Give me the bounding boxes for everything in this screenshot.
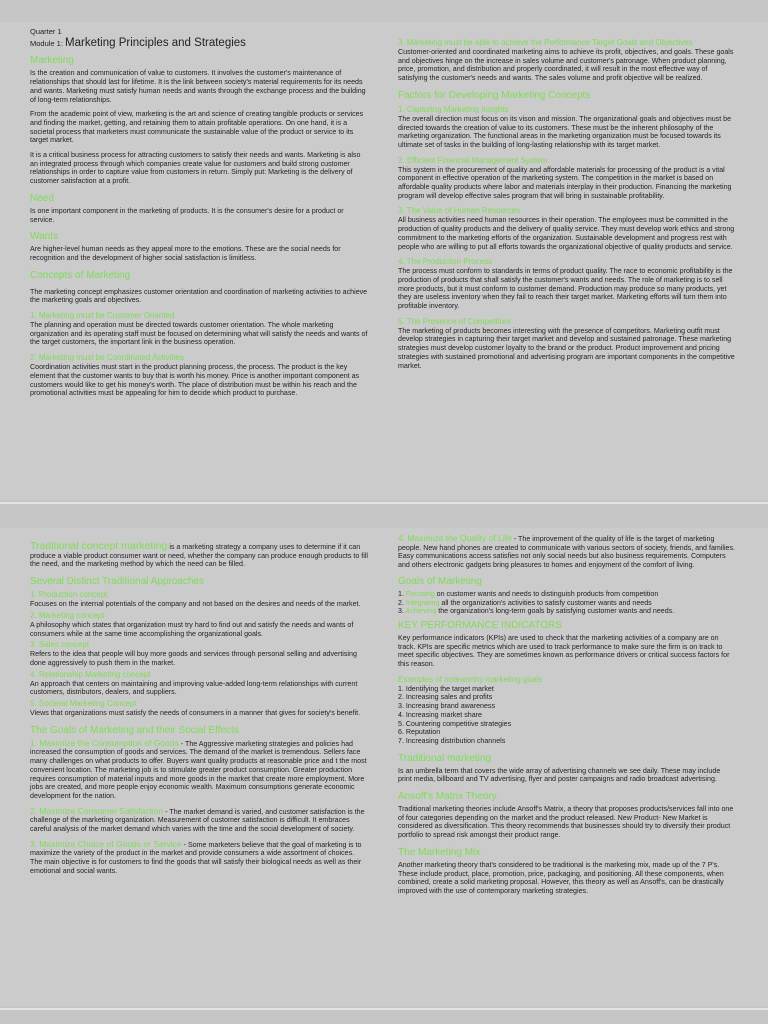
subheading-factor-3: 3. The Value of Human Resources xyxy=(398,206,520,216)
traditional-concept-text: is a marketing strategy a company uses to determine if it can produce a viable product consumer want or need, whether the company can produce enough products to fill the need, and the marketing method by which the need can be filled. xyxy=(30,543,368,569)
list-item xyxy=(398,599,736,608)
paragraph: An approach that centers on maintaining and improving value-added long-term relationships with current customers, distributors, dealers, and suppliers. xyxy=(30,679,358,697)
page-1-left-column xyxy=(30,22,368,404)
subheading-concept-3: 3. Marketing must be able to achieve the Performance Target Goals and Objectives xyxy=(398,38,693,47)
list-item: 1. Identifying the target market xyxy=(398,684,494,693)
list-text: the organization's long-term goals by satisfying customer wants and needs. xyxy=(436,607,675,616)
module-prefix: Module 1: xyxy=(30,38,63,48)
heading-wants: Wants xyxy=(30,231,58,243)
module-name: Marketing Principles and Strategies xyxy=(65,36,246,49)
page-1-right-column xyxy=(398,38,736,376)
page-divider xyxy=(0,502,768,504)
goal-1-text: - The Aggressive marketing strategies and policies had increased the consumption of goods and services. The demand of the market is tremendous. Sellers face many challenges on what products to offer. Buyers want quality products at reasonable price and t the most convenient location. The marketing job is to stimulate greater product consumption. Greater production requires consumption of material inputs and more goods in the market that create more employment. More jobs are created, and more people enjoy economic wealth. Maximum consumptions generate economic development for the nation. xyxy=(30,739,367,800)
paragraph: Is an umbrella term that covers the wide array of advertising channels we see daily. These may include print media, billboard and TV advertising, flyer and poster campaigns and radio broadcast advertising. xyxy=(398,766,721,784)
paragraph-goal-2 xyxy=(30,807,368,834)
paragraph: Is one important component in the marketing of products. It is the consumer's desire for a product or service. xyxy=(30,206,344,224)
goal-2-text: - The market demand is varied, and customer satisfaction is the challenge of the marketing organization. Measurement of customer satisfaction is difficult. It embraces careful analysis of the market demand which varies with the time and the social development of society. xyxy=(30,807,365,834)
list-lead: Achieving xyxy=(405,607,437,616)
subheading-approach-5: 5. Societal Marketing Concept xyxy=(30,699,137,709)
paragraph: Another marketing theory that's considered to be traditional is the marketing mix, made up of the 7 P's. These include product, place, promotion, price, packaging, and positioning. All these components, when combined, create a solid marketing proposal. However, this theory as well as Ansoff's, can be drastically improved with the use of contemporary marketing strategies. xyxy=(398,860,724,895)
list-lead: Focusing xyxy=(405,589,435,598)
page-1 xyxy=(0,22,768,500)
page-2-right-column xyxy=(398,534,736,902)
list-lead: Integrating xyxy=(405,598,440,607)
goal-3-lead: 3. Maximize Choice of Goods or Service xyxy=(30,838,182,849)
paragraph: Coordination activities must start in the product planning process, the process. The product is the key element that the customer wants to buy that is worth his money. Price is another important component as customers would like to get his money's worth. The place of distribution must be within his reach and the promotional activities must be appealing for him to decide which product to purchase. xyxy=(30,363,360,398)
paragraph-goal-4 xyxy=(398,534,736,570)
heading-concepts: Concepts of Marketing xyxy=(30,269,131,281)
goal-1-lead: 1. Maximize the Consumption of Goods xyxy=(30,737,179,748)
list-item: 6. Reputation xyxy=(398,728,441,737)
goal-4-lead: 4. Maximize the Quality of Life xyxy=(398,533,512,543)
module-title xyxy=(30,36,368,49)
paragraph: Focuses on the internal potentials of the company and not based on the desires and needs of the market. xyxy=(30,600,361,609)
paragraph: The process must conform to standards in terms of product quality. The race to economic profitability is the production of products that shall satisfy the customer's wants and needs. The role of marketing is to sell more products, but it must conform to customer demand. Production may produce so many products, yet they are useless inventory when they fail to reach their target market. Marketing efforts will turn them into profitable inventory. xyxy=(398,267,733,311)
subheading-concept-1: 1. Marketing must be Customer Oriented xyxy=(30,311,175,321)
subheading-factor-1: 1. Capturing Marketing Insights xyxy=(398,104,509,114)
list-number: 2. xyxy=(398,598,406,607)
goal-2-lead: 2. Maximize Consumer Satisfaction xyxy=(30,805,164,816)
subheading-approach-2: 2. Marketing concept xyxy=(30,610,105,620)
paragraph: Refers to the idea that people will buy more goods and services through personal selling and advertising done aggressively to push them in the market. xyxy=(30,650,357,667)
subheading-approach-4: 4. Relationship Marketing concept xyxy=(30,669,151,679)
heading-factors: Factors for Developing Marketing Concepts xyxy=(398,89,591,101)
list-text: all the organization's activities to satisfy customer wants and needs xyxy=(439,598,652,607)
paragraph-traditional-concept xyxy=(30,542,368,569)
subheading-examples: Examples of noteworthy marketing goals xyxy=(398,674,543,684)
paragraph: Traditional marketing theories include Ansoff's Matrix, a theory that proposes products/services fall into one of four categories depending on the market and the product released. New Product- New Market is considered as diversification. This theory recommends that businesses should try to diversify their product portfolio to spread risk amongst their product range. xyxy=(398,805,734,840)
heading-kpi: KEY PERFORMANCE INDICATORS xyxy=(398,619,562,631)
paragraph: All business activities need human resources in their operation. The employees must be committed in the production of quality products and the delivery of quality service. They must develop work ethics and strong commitment to the marketing efforts of the organization. Sustainable development and progress rest with people who are willing to put all efforts towards the organizational objective of quality products and service. xyxy=(398,216,735,251)
page-2-left-column xyxy=(30,542,368,882)
paragraph: It is a critical business process for attracting customers to satisfy their needs and wants. Marketing is also an integrated process through which companies create value for customers and build strong customer relationships in order to capture value from customers in return. Simply put: Marketing is the delivery of customer satisfaction at a profit. xyxy=(30,151,361,186)
list-item: 3. Increasing brand awareness xyxy=(398,702,496,711)
heading-traditional-marketing: Traditional marketing xyxy=(398,752,492,764)
paragraph: Are higher-level human needs as they appeal more to the emotions. These are the social needs for recognition and the development of higher social satisfaction is limitless. xyxy=(30,245,341,262)
heading-marketing-mix: The Marketing Mix xyxy=(398,846,481,858)
heading-marketing: Marketing xyxy=(30,55,74,67)
heading-ansoff: Ansoff's Matrix Theory xyxy=(398,791,497,803)
examples-list xyxy=(398,685,736,746)
list-number: 1. xyxy=(398,589,406,598)
list-item xyxy=(398,590,736,599)
paragraph: This system in the procurement of quality and affordable materials for processing of the product is a vital component in effective operation of the marketing system. The competition in the market is based on affordable quality products where labor and materials interplay in their production. Financing the marketing program will develop effective sales program that will bring in sustainable profitability. xyxy=(398,165,732,200)
paragraph: The marketing of products becomes interesting with the presence of competitors. Marketing outfit must develop strategies in capturing their target market and develop and sustained patronage. These marketing strategies must develop customer loyalty to the brand or the product. Product improvement and pricing strategies with sustained promotional and advertising program are important components in the competitive market. xyxy=(398,326,735,370)
goal-4-text: - The improvement of the quality of life is the target of marketing people. New hand phones are created to communicate with various sectors of society, friends, and families. Easy communications access satisfies not only social needs but also business requirements. Computers and others electronic gadgets bring pleasures to homes and enjoyment of the comfort of living. xyxy=(398,535,735,570)
list-text: on customer wants and needs to distinguish products from competition xyxy=(434,589,659,598)
page-divider xyxy=(0,1008,768,1010)
quarter-label: Quarter 1 xyxy=(30,27,62,36)
paragraph: Customer-oriented and coordinated marketing aims to achieve its profit, objectives, and goals. These goals and objectives hinge on the increase in sales volume and customer's patronage. When product planning, price, promotion, and distribution and properly coordinated, it will result in the most effective way of satisfying the customer's needs and wants. The sales volume and profit objective will be realized. xyxy=(398,48,734,83)
list-item: 2. Increasing sales and profits xyxy=(398,693,493,702)
subheading-concept-2: 2. Marketing must be Coordinated Activities xyxy=(30,353,184,363)
subheading-factor-4: 4. The Production Process xyxy=(398,257,493,267)
paragraph: A philosophy which states that organization must try hard to find out and satisfy the needs and wants of consumers while at the same time accomplishing the organizational goals. xyxy=(30,620,354,638)
list-number: 3. xyxy=(398,607,406,616)
goal-3-text: - Some marketers believe that the goal of marketing is to maximize the variety of the product in the market and provide consumers a wide assortment of choices. The main objective is for customers to find the goods that will satisfy their biological needs as well as their emotional and social wants. xyxy=(30,840,362,875)
paragraph-goal-1 xyxy=(30,739,368,801)
traditional-concept-lead: Traditional concept marketing xyxy=(30,540,168,552)
subheading-factor-5: 5. The Presence of Competitors xyxy=(398,316,511,326)
list-item: 4. Increasing market share xyxy=(398,710,482,719)
paragraph: Views that organizations must satisfy the needs of consumers in a manner that gives for society's benefit. xyxy=(30,709,361,718)
heading-goals-social: The Goals of Marketing and their Social Effects xyxy=(30,724,239,736)
paragraph-goal-3 xyxy=(30,840,368,876)
list-item xyxy=(398,607,736,616)
heading-need: Need xyxy=(30,192,54,204)
paragraph: From the academic point of view, marketing is the art and science of creating tangible products or services and finding the market, getting, and retaining them to attain profitable operations. On one hand, it is a societal process that marketers must communicate the sustainable value of the product or service to its target market. xyxy=(30,110,364,145)
paragraph: The planning and operation must be directed towards customer orientation. The whole marketing organization and its operating staff must be focused on determining what will satisfy the needs and wants of the target customers, the important link in the business operation. xyxy=(30,321,368,347)
list-item: 7. Increasing distribution channels xyxy=(398,736,506,745)
heading-approaches: Several Distinct Traditional Approaches xyxy=(30,576,204,588)
page-2 xyxy=(0,528,768,1006)
list-item: 5. Countering competitive strategies xyxy=(398,719,512,728)
subheading-approach-1: 1. Production concept xyxy=(30,590,108,600)
paragraph: The overall direction must focus on its vison and mission. The organizational goals and objectives must be directed towards the creation of value to its customers. These must be the inherent philosophy of the marketing organization. The functional areas in the marketing organization must be focused towards its ultimate set of tasks in the building of long-lasting relationship with its target market. xyxy=(398,114,732,149)
paragraph: Key performance indicators (KPIs) are used to check that the marketing activities of a company are on track. KPIs are specific metrics which are used to track performance to make sure the firm is on track to meet specific objectives. They are sometimes known as performance drivers or critical success factors for this reason. xyxy=(398,633,730,669)
subheading-approach-3: 3. Sales concept xyxy=(30,640,90,650)
heading-goals: Goals of Marketing xyxy=(398,575,482,587)
goals-list xyxy=(398,590,736,616)
subheading-factor-2: 2. Efficient Financial Management System xyxy=(398,155,548,165)
paragraph: Is the creation and communication of value to customers. It involves the customer's maintenance of relationships that should last for lifetime. It is the link between society's material requirements for its needs and wants. Marketing must satisfy human needs and wants through the exchange process and the building of long-term relationships. xyxy=(30,69,366,104)
paragraph: The marketing concept emphasizes customer orientation and coordination of marketing activities to achieve the marketing goals and objectives. xyxy=(30,287,368,305)
